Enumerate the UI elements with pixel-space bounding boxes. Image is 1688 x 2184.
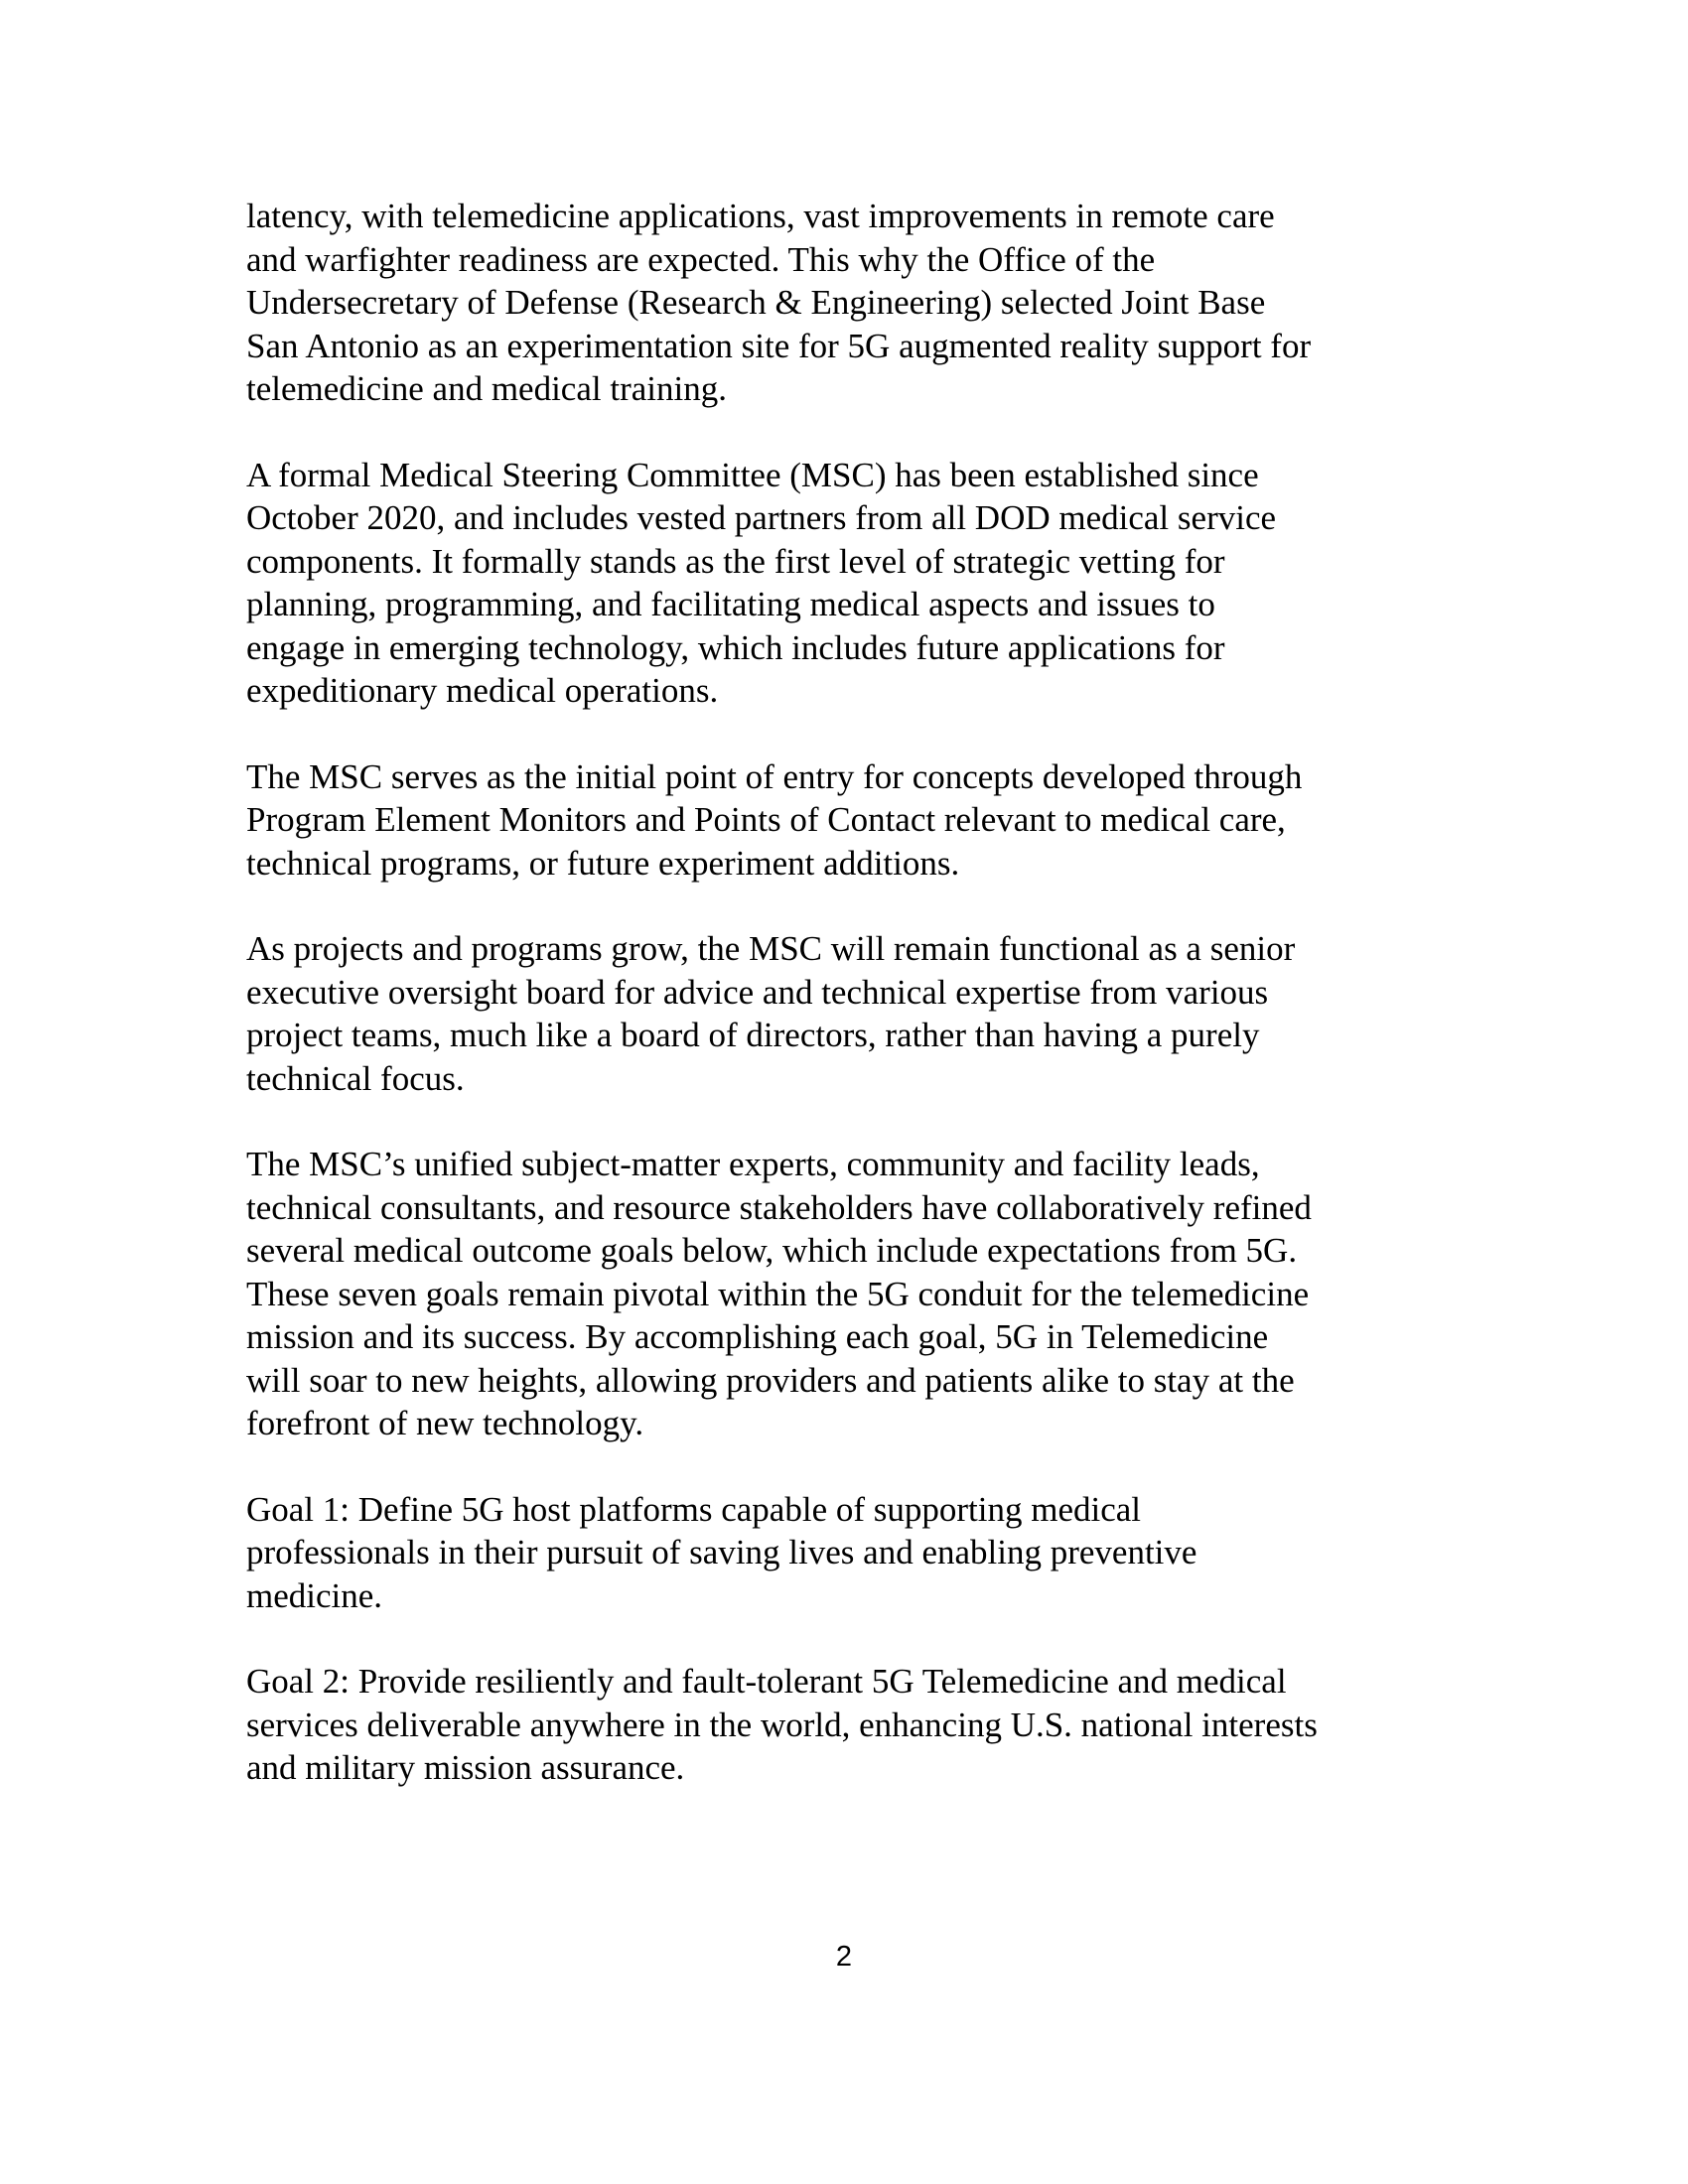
text-line: and military mission assurance. (246, 1748, 685, 1787)
text-line: several medical outcome goals below, which include expectations from 5G. (246, 1231, 1298, 1270)
text-line: October 2020, and includes vested partners from all DOD medical service (246, 498, 1277, 537)
paragraph-msc-oversight (246, 927, 1458, 1100)
text-line: Program Element Monitors and Points of Contact relevant to medical care, (246, 800, 1286, 839)
page-number: 2 (835, 1941, 853, 1973)
text-line: services deliverable anywhere in the world, enhancing U.S. national interests (246, 1705, 1318, 1744)
text-line: and warfighter readiness are expected. This why the Office of the (246, 239, 1156, 279)
text-line: The MSC’s unified subject-matter experts, community and facility leads, (246, 1145, 1260, 1183)
text-line: executive oversight board for advice and technical expertise from various (246, 972, 1269, 1012)
text-line: As projects and programs grow, the MSC will remain functional as a senior (246, 929, 1296, 968)
paragraph-msc-entry-point (246, 755, 1458, 886)
text-line: These seven goals remain pivotal within the 5G conduit for the telemedicine (246, 1274, 1310, 1313)
paragraph-goal-2 (246, 1660, 1458, 1790)
text-line: expeditionary medical operations. (246, 671, 719, 710)
paragraph-msc-established (246, 454, 1458, 713)
text-line: technical programs, or future experiment additions. (246, 843, 960, 883)
text-line: San Antonio as an experimentation site for 5G augmented reality support for (246, 326, 1312, 365)
text-line: medicine. (246, 1575, 383, 1615)
paragraph-telemedicine-intro (246, 195, 1458, 411)
text-line: Undersecretary of Defense (Research & Engineering) selected Joint Base (246, 283, 1266, 322)
text-line: professionals in their pursuit of saving lives and enabling preventive (246, 1533, 1197, 1571)
text-line: technical consultants, and resource stakeholders have collaboratively refined (246, 1187, 1312, 1227)
text-line: A formal Medical Steering Committee (MSC) has been established since (246, 455, 1259, 494)
body-text (246, 195, 1458, 1833)
text-line: planning, programming, and facilitating medical aspects and issues to (246, 585, 1215, 623)
text-line: forefront of new technology. (246, 1404, 644, 1442)
paragraph-goal-1 (246, 1488, 1458, 1618)
text-line: latency, with telemedicine applications, vast improvements in remote care (246, 197, 1275, 235)
text-line: Goal 1: Define 5G host platforms capable of supporting medical (246, 1489, 1142, 1529)
paragraph-msc-goals (246, 1143, 1458, 1445)
text-line: telemedicine and medical training. (246, 369, 727, 408)
text-line: engage in emerging technology, which includes future applications for (246, 627, 1225, 667)
text-line: The MSC serves as the initial point of entry for concepts developed through (246, 756, 1303, 796)
text-line: technical focus. (246, 1058, 465, 1098)
text-line: project teams, much like a board of directors, rather than having a purely (246, 1016, 1260, 1054)
text-line: components. It formally stands as the first level of strategic vetting for (246, 541, 1225, 581)
text-line: will soar to new heights, allowing providers and patients alike to stay at the (246, 1360, 1295, 1400)
text-line: mission and its success. By accomplishing each goal, 5G in Telemedicine (246, 1317, 1269, 1356)
text-line: Goal 2: Provide resiliently and fault-tolerant 5G Telemedicine and medical (246, 1662, 1287, 1701)
